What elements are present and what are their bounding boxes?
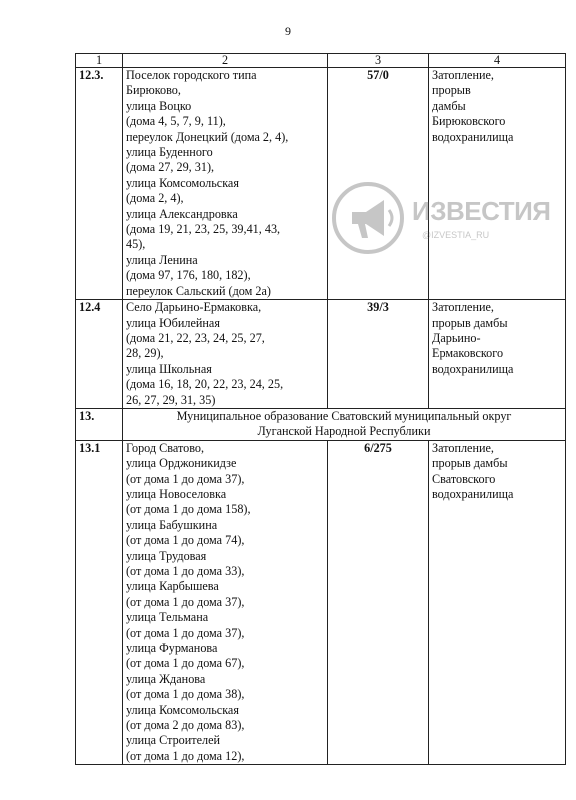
- place-line: (от дома 1 до дома 37),: [126, 594, 245, 609]
- place-line: улица Карбышева: [126, 579, 219, 594]
- place-cell: [123, 440, 328, 765]
- cause-cell: [429, 440, 566, 765]
- cause-line: Затопление,: [432, 68, 494, 82]
- place-line: (от дома 1 до дома 12),: [126, 748, 245, 763]
- header-cell: 1: [76, 54, 123, 68]
- affected-count: 39/3: [328, 300, 429, 409]
- place-line: улица Буденного: [126, 145, 213, 160]
- header-cell: 2: [123, 54, 328, 68]
- place-line: улица Жданова: [126, 671, 206, 686]
- place-line: (от дома 1 до дома 74),: [126, 533, 245, 548]
- place-line: 26, 27, 29, 31, 35): [126, 392, 216, 407]
- place-line: (от дома 1 до дома 67),: [126, 656, 245, 671]
- place-line: улица Бабушкина: [126, 517, 218, 532]
- place-line: улица Новоселовка: [126, 486, 227, 501]
- place-line: (дома 2, 4),: [126, 191, 184, 206]
- place-line: 45),: [126, 237, 146, 252]
- place-line: (от дома 1 до дома 158),: [126, 502, 251, 517]
- place-line: (от дома 1 до дома 33),: [126, 564, 245, 578]
- section-title: [123, 408, 566, 440]
- cause-line: водохранилища: [432, 129, 514, 144]
- cause-cell: [429, 300, 566, 409]
- place-line: (дома 4, 5, 7, 9, 11),: [126, 114, 226, 129]
- section-title-line: Луганской Народной Республики: [257, 424, 431, 439]
- table-row: [76, 440, 566, 765]
- place-line: улица Тельмана: [126, 610, 209, 625]
- place-line: улица Трудовая: [126, 548, 207, 563]
- place-line: Село Дарьино-Ермаковка,: [126, 300, 262, 315]
- row-number: 12.4: [76, 300, 123, 409]
- cause-line: Затопление,: [432, 300, 494, 315]
- place-line: улица Орджоникидзе: [126, 456, 237, 471]
- cause-line: Ермаковского: [432, 346, 504, 361]
- place-line: Поселок городского типа: [126, 68, 257, 82]
- section-row: [76, 408, 566, 440]
- place-line: переулок Сальский (дом 2а): [126, 283, 271, 298]
- cause-line: прорыв дамбы: [432, 315, 508, 330]
- place-line: (дома 21, 22, 23, 24, 25, 27,: [126, 330, 265, 345]
- place-line: (от дома 2 до дома 83),: [126, 718, 245, 733]
- cause-line: Бирюковского: [432, 114, 506, 129]
- place-line: улица Комсомольская: [126, 702, 239, 717]
- place-cell: [123, 68, 328, 300]
- place-line: Бирюково,: [126, 83, 181, 98]
- place-line: улица Школьная: [126, 361, 212, 376]
- place-line: 28, 29),: [126, 346, 164, 361]
- header-cell: 4: [429, 54, 566, 68]
- place-line: улица Юбилейная: [126, 315, 220, 330]
- cause-line: Сватовского: [432, 471, 496, 486]
- watermark-brand: ИЗВЕСТИЯ: [412, 196, 551, 226]
- affected-count: 6/275: [328, 440, 429, 765]
- place-cell: [123, 300, 328, 409]
- row-number: 12.3.: [76, 68, 123, 300]
- table-header-row: [76, 54, 566, 68]
- cause-cell: [429, 68, 566, 300]
- place-line: (дома 97, 176, 180, 182),: [126, 268, 251, 283]
- page-number: 9: [285, 24, 291, 38]
- place-line: (дома 16, 18, 20, 22, 23, 24, 25,: [126, 377, 284, 392]
- document-table: [75, 53, 566, 765]
- place-line: переулок Донецкий (дома 2, 4),: [126, 129, 289, 144]
- row-number: 13.1: [76, 440, 123, 765]
- watermark-handle: @IZVESTIA_RU: [422, 230, 490, 240]
- cause-line: водохранилища: [432, 486, 514, 501]
- place-line: улица Воцко: [126, 98, 192, 113]
- place-line: (дома 27, 29, 31),: [126, 160, 215, 175]
- place-line: улица Ленина: [126, 252, 198, 267]
- cause-line: прорыв: [432, 83, 471, 98]
- cause-line: Затопление,: [432, 440, 494, 455]
- place-line: (от дома 1 до дома 37),: [126, 625, 245, 640]
- place-line: улица Строителей: [126, 733, 221, 748]
- table-row: [76, 300, 566, 409]
- section-number: 13.: [76, 408, 123, 440]
- place-line: (дома 19, 21, 23, 25, 39,41, 43,: [126, 222, 281, 237]
- section-title-line: Муниципальное образование Сватовский муниципальный округ: [176, 408, 512, 423]
- table-row: [76, 68, 566, 300]
- place-line: улица Александровка: [126, 206, 238, 221]
- place-line: улица Комсомольская: [126, 175, 239, 190]
- cause-line: Дарьино-: [432, 330, 481, 345]
- place-line: (от дома 1 до дома 38),: [126, 687, 245, 702]
- cause-line: дамбы: [432, 98, 466, 113]
- place-line: (от дома 1 до дома 37),: [126, 471, 245, 486]
- place-line: улица Фурманова: [126, 641, 218, 656]
- place-line: Город Сватово,: [126, 440, 205, 455]
- cause-line: прорыв дамбы: [432, 456, 508, 471]
- affected-count: 57/0: [328, 68, 429, 300]
- cause-line: водохранилища: [432, 361, 514, 376]
- header-cell: 3: [328, 54, 429, 68]
